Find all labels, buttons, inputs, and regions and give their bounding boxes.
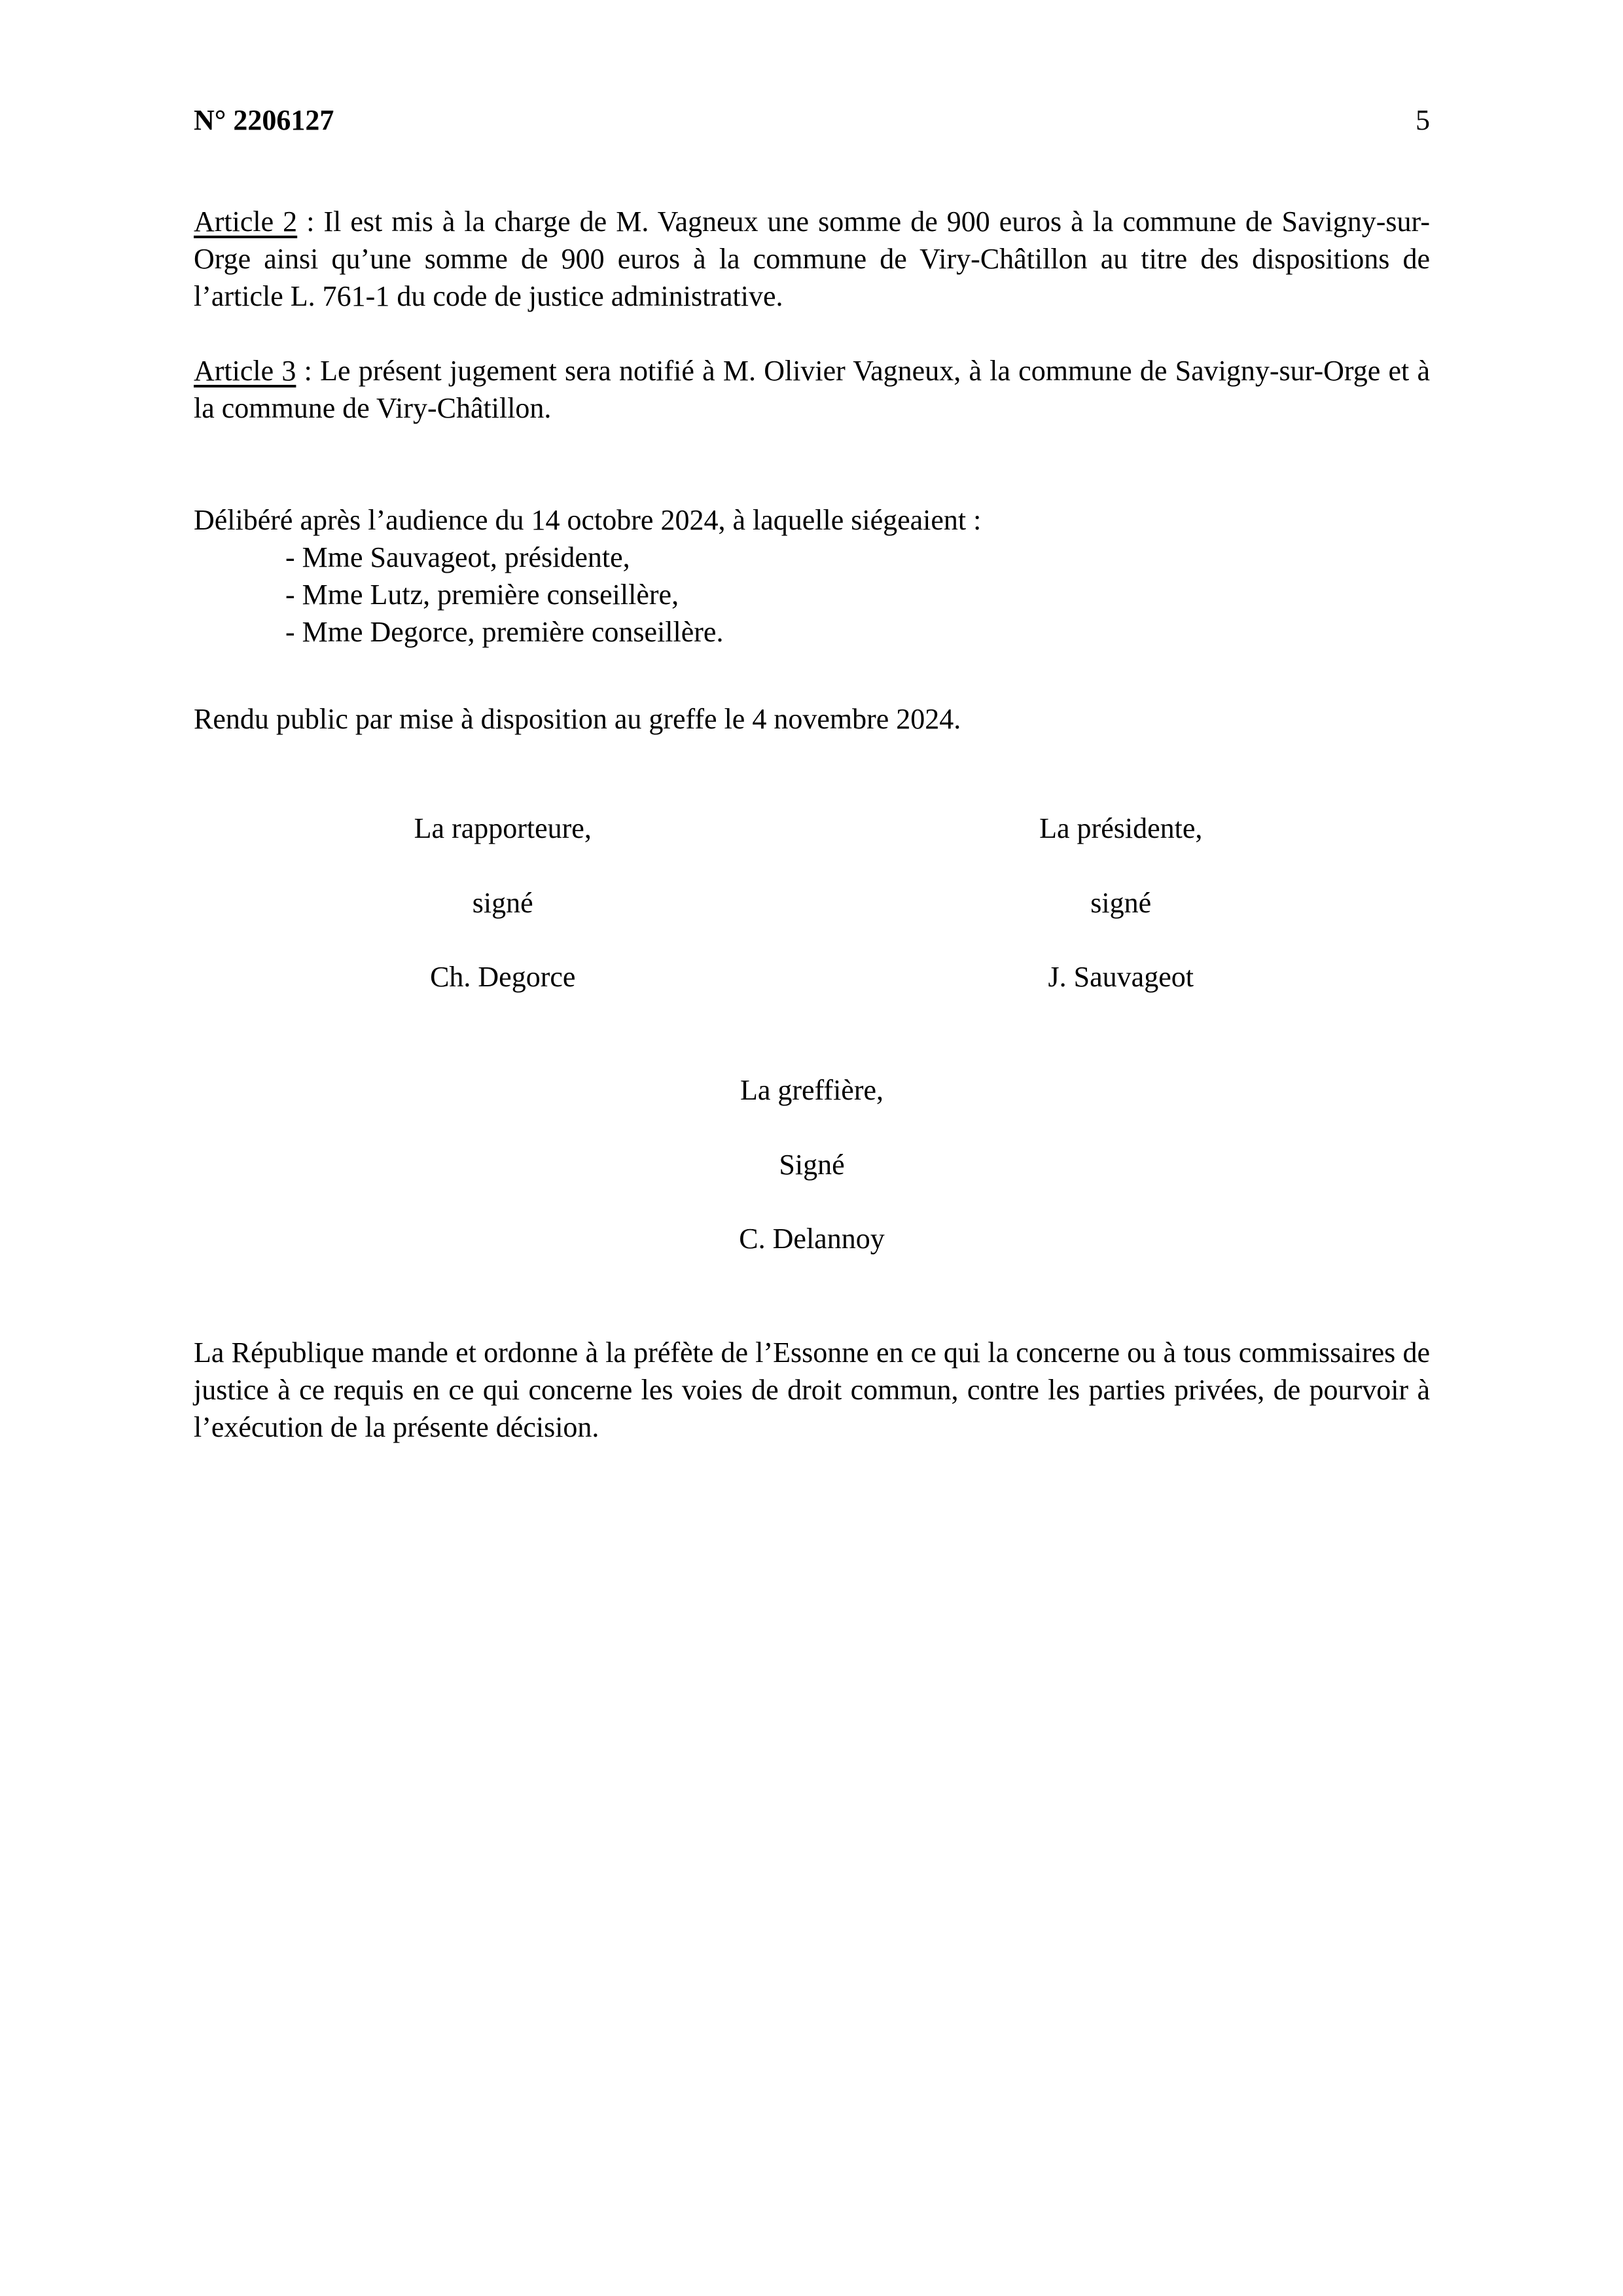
- greffiere-role: La greffière,: [740, 1074, 884, 1106]
- panel-member-degorce: - Mme Degorce, première conseillère.: [285, 616, 724, 648]
- rapporteure-signed-label: signé: [472, 887, 533, 919]
- public-notice: Rendu public par mise à disposition au greffe le 4 novembre 2024.: [194, 703, 961, 735]
- signature-rapporteure: [194, 810, 812, 996]
- closing-paragraph: La République mande et ordonne à la préfète de l’Essonne en ce qui la concerne ou à tous commissaires de justice à ce requis en ce qui concerne les voies de droit commun, contre les parties privées, de pourvoir à l’exécution de la présente décision.: [194, 1336, 1430, 1443]
- article-3-label: Article 3: [194, 355, 296, 387]
- article-2-paragraph: [194, 203, 1430, 315]
- deliberation-block: [194, 501, 1430, 651]
- page-number: 5: [1416, 104, 1430, 136]
- article-3-text: : Le présent jugement sera notifié à M. Olivier Vagneux, à la commune de Savigny-sur-Orge et à la commune de Viry-Châtillon.: [194, 355, 1430, 424]
- article-3-paragraph: [194, 352, 1430, 427]
- presidente-name: J. Sauvageot: [1048, 961, 1194, 993]
- rapporteure-role: La rapporteure,: [414, 812, 592, 844]
- panel-member-presidente: - Mme Sauvageot, présidente,: [285, 541, 630, 573]
- presidente-signed-label: signé: [1090, 887, 1152, 919]
- signature-presidente: [812, 810, 1431, 996]
- case-number: N° 2206127: [194, 104, 334, 136]
- greffiere-name: C. Delannoy: [739, 1223, 885, 1255]
- article-2-text: : Il est mis à la charge de M. Vagneux une somme de 900 euros à la commune de Savigny-sur-Orge ainsi qu’une somme de 900 euros à la commune de Viry-Châtillon au titre des dispositions de l’article L. 761-1 du code de justice administrative.: [194, 206, 1430, 312]
- panel-member-lutz: - Mme Lutz, première conseillère,: [285, 579, 679, 611]
- signature-row: [194, 810, 1430, 996]
- presidente-role: La présidente,: [1039, 812, 1203, 844]
- greffiere-signed-label: Signé: [779, 1149, 845, 1181]
- page-header: [194, 101, 1430, 139]
- article-2-label: Article 2: [194, 206, 298, 238]
- deliberation-intro: Délibéré après l’audience du 14 octobre 2024, à laquelle siégeaient :: [194, 504, 982, 536]
- signature-greffiere: [194, 1071, 1430, 1257]
- rapporteure-name: Ch. Degorce: [430, 961, 576, 993]
